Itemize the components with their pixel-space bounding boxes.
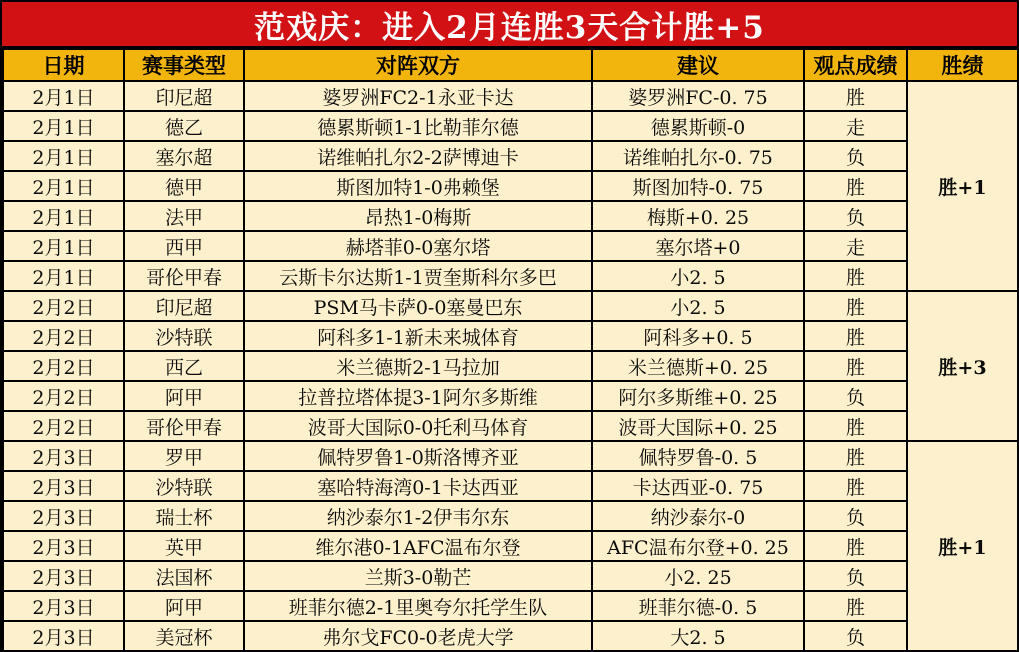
date-cell: 2月2日 <box>3 411 124 441</box>
suggestion-cell: 小2. 25 <box>592 561 804 591</box>
date-cell: 2月3日 <box>3 591 124 621</box>
suggestion-cell: 佩特罗鲁-0. 5 <box>592 441 804 471</box>
suggestion-cell: 小2. 5 <box>592 261 804 291</box>
date-cell: 2月3日 <box>3 561 124 591</box>
result-cell: 胜 <box>804 411 907 441</box>
suggestion-cell: 德累斯顿-0 <box>592 111 804 141</box>
league-cell: 塞尔超 <box>124 141 244 171</box>
page-title: 范戏庆：进入2月连胜3天合计胜+5 <box>2 2 1017 48</box>
result-cell: 负 <box>804 561 907 591</box>
date-cell: 2月1日 <box>3 81 124 111</box>
table-row <box>3 321 1018 351</box>
match-cell: 云斯卡尔达斯1-1贾奎斯科尔多巴 <box>244 261 592 291</box>
record-cell: 胜+1 <box>907 441 1018 651</box>
record-cell: 胜+1 <box>907 81 1018 291</box>
result-cell: 胜 <box>804 261 907 291</box>
table-row <box>3 471 1018 501</box>
suggestion-cell: 纳沙泰尔-0 <box>592 501 804 531</box>
league-cell: 阿甲 <box>124 591 244 621</box>
result-cell: 负 <box>804 141 907 171</box>
column-header-date: 日期 <box>3 49 124 81</box>
league-cell: 印尼超 <box>124 81 244 111</box>
table-row <box>3 501 1018 531</box>
suggestion-cell: 米兰德斯+0. 25 <box>592 351 804 381</box>
table-row <box>3 231 1018 261</box>
date-cell: 2月1日 <box>3 141 124 171</box>
date-cell: 2月3日 <box>3 471 124 501</box>
result-cell: 胜 <box>804 471 907 501</box>
suggestion-cell: 婆罗洲FC-0. 75 <box>592 81 804 111</box>
match-cell: 诺维帕扎尔2-2萨博迪卡 <box>244 141 592 171</box>
date-cell: 2月2日 <box>3 291 124 321</box>
suggestion-cell: 阿尔多斯维+0. 25 <box>592 381 804 411</box>
result-cell: 胜 <box>804 291 907 321</box>
header-row <box>3 49 1018 81</box>
match-cell: 弗尔戈FC0-0老虎大学 <box>244 621 592 651</box>
result-cell: 胜 <box>804 321 907 351</box>
league-cell: 阿甲 <box>124 381 244 411</box>
league-cell: 英甲 <box>124 531 244 561</box>
suggestion-cell: 班菲尔德-0. 5 <box>592 591 804 621</box>
table-row <box>3 441 1018 471</box>
match-cell: 斯图加特1-0弗赖堡 <box>244 171 592 201</box>
date-cell: 2月3日 <box>3 621 124 651</box>
suggestion-cell: 大2. 5 <box>592 621 804 651</box>
result-cell: 负 <box>804 201 907 231</box>
date-cell: 2月1日 <box>3 231 124 261</box>
suggestion-cell: 卡达西亚-0. 75 <box>592 471 804 501</box>
date-cell: 2月3日 <box>3 531 124 561</box>
match-cell: 佩特罗鲁1-0斯洛博齐亚 <box>244 441 592 471</box>
result-cell: 负 <box>804 621 907 651</box>
results-table <box>2 48 1019 652</box>
match-cell: 德累斯顿1-1比勒菲尔德 <box>244 111 592 141</box>
match-cell: 班菲尔德2-1里奥夸尔托学生队 <box>244 591 592 621</box>
suggestion-cell: 阿科多+0. 5 <box>592 321 804 351</box>
match-cell: 阿科多1-1新未来城体育 <box>244 321 592 351</box>
column-header-result: 观点成绩 <box>804 49 907 81</box>
table-row <box>3 261 1018 291</box>
league-cell: 美冠杯 <box>124 621 244 651</box>
suggestion-cell: 小2. 5 <box>592 291 804 321</box>
suggestion-cell: AFC温布尔登+0. 25 <box>592 531 804 561</box>
date-cell: 2月2日 <box>3 381 124 411</box>
table-row <box>3 381 1018 411</box>
record-cell: 胜+3 <box>907 291 1018 441</box>
result-cell: 胜 <box>804 171 907 201</box>
league-cell: 法甲 <box>124 201 244 231</box>
suggestion-cell: 塞尔塔+0 <box>592 231 804 261</box>
league-cell: 印尼超 <box>124 291 244 321</box>
match-cell: 纳沙泰尔1-2伊韦尔东 <box>244 501 592 531</box>
league-cell: 哥伦甲春 <box>124 261 244 291</box>
result-cell: 负 <box>804 381 907 411</box>
result-cell: 胜 <box>804 351 907 381</box>
result-cell: 胜 <box>804 441 907 471</box>
table-row <box>3 111 1018 141</box>
date-cell: 2月1日 <box>3 261 124 291</box>
table-row <box>3 621 1018 651</box>
table-row <box>3 141 1018 171</box>
table-row <box>3 561 1018 591</box>
date-cell: 2月1日 <box>3 111 124 141</box>
match-cell: PSM马卡萨0-0塞曼巴东 <box>244 291 592 321</box>
match-cell: 塞哈特海湾0-1卡达西亚 <box>244 471 592 501</box>
result-cell: 走 <box>804 111 907 141</box>
table-row <box>3 81 1018 111</box>
match-cell: 波哥大国际0-0托利马体育 <box>244 411 592 441</box>
date-cell: 2月3日 <box>3 501 124 531</box>
result-cell: 胜 <box>804 531 907 561</box>
match-cell: 兰斯3-0勒芒 <box>244 561 592 591</box>
column-header-league: 赛事类型 <box>124 49 244 81</box>
table-row <box>3 201 1018 231</box>
result-cell: 胜 <box>804 81 907 111</box>
league-cell: 沙特联 <box>124 321 244 351</box>
date-cell: 2月2日 <box>3 351 124 381</box>
date-cell: 2月3日 <box>3 441 124 471</box>
league-cell: 罗甲 <box>124 441 244 471</box>
result-cell: 走 <box>804 231 907 261</box>
column-header-match: 对阵双方 <box>244 49 592 81</box>
date-cell: 2月1日 <box>3 201 124 231</box>
league-cell: 哥伦甲春 <box>124 411 244 441</box>
table-row <box>3 531 1018 561</box>
suggestion-cell: 诺维帕扎尔-0. 75 <box>592 141 804 171</box>
league-cell: 瑞士杯 <box>124 501 244 531</box>
result-cell: 负 <box>804 501 907 531</box>
table-row <box>3 351 1018 381</box>
match-cell: 婆罗洲FC2-1永亚卡达 <box>244 81 592 111</box>
match-cell: 维尔港0-1AFC温布尔登 <box>244 531 592 561</box>
match-cell: 赫塔菲0-0塞尔塔 <box>244 231 592 261</box>
suggestion-cell: 波哥大国际+0. 25 <box>592 411 804 441</box>
date-cell: 2月2日 <box>3 321 124 351</box>
suggestion-cell: 斯图加特-0. 75 <box>592 171 804 201</box>
table-row <box>3 591 1018 621</box>
column-header-suggestion: 建议 <box>592 49 804 81</box>
league-cell: 德甲 <box>124 171 244 201</box>
match-cell: 昂热1-0梅斯 <box>244 201 592 231</box>
column-header-record: 胜绩 <box>907 49 1018 81</box>
suggestion-cell: 梅斯+0. 25 <box>592 201 804 231</box>
league-cell: 西乙 <box>124 351 244 381</box>
table-row <box>3 291 1018 321</box>
league-cell: 西甲 <box>124 231 244 261</box>
league-cell: 德乙 <box>124 111 244 141</box>
league-cell: 法国杯 <box>124 561 244 591</box>
result-cell: 胜 <box>804 591 907 621</box>
league-cell: 沙特联 <box>124 471 244 501</box>
match-cell: 米兰德斯2-1马拉加 <box>244 351 592 381</box>
date-cell: 2月1日 <box>3 171 124 201</box>
match-cell: 拉普拉塔体提3-1阿尔多斯维 <box>244 381 592 411</box>
table-row <box>3 411 1018 441</box>
table-row <box>3 171 1018 201</box>
